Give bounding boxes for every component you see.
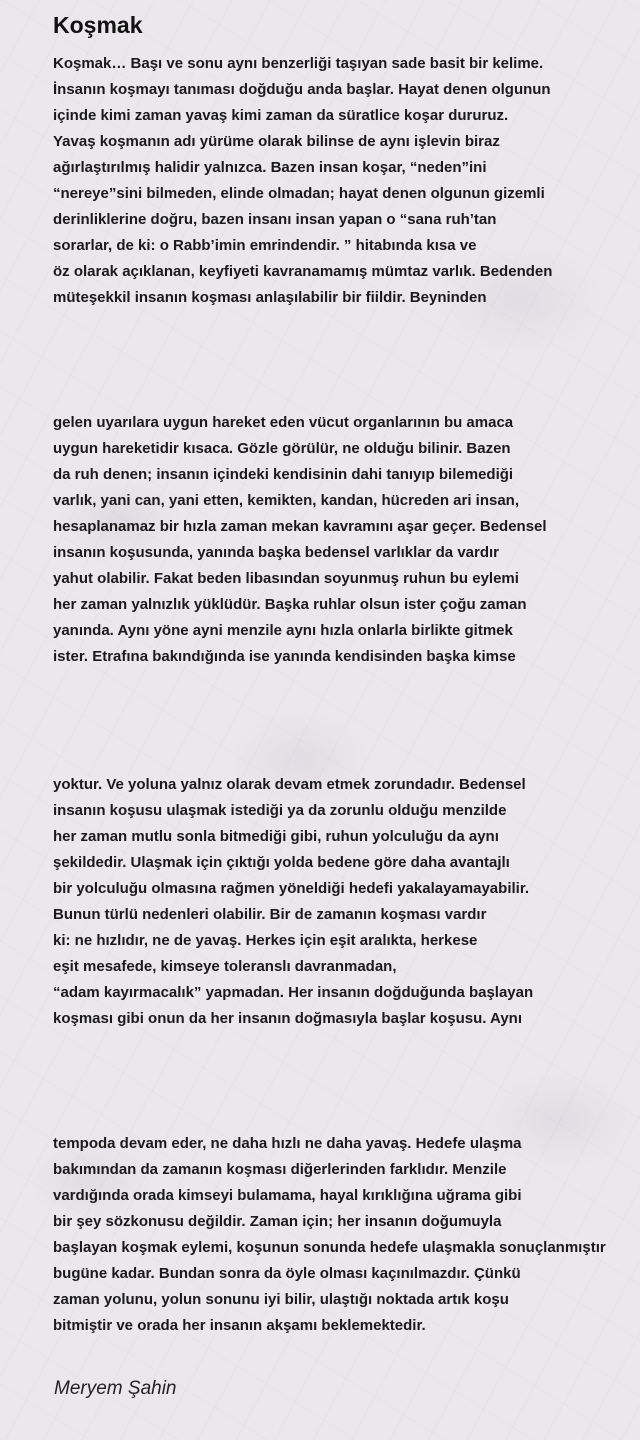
text-line: zaman yolunu, yolun sonunu iyi bilir, ulaştığı noktada artık koşu: [53, 1291, 509, 1308]
text-line: bitmiştir ve orada her insanın akşamı beklemektedir.: [53, 1317, 426, 1334]
text-line: tempoda devam eder, ne daha hızlı ne daha yavaş. Hedefe ulaşma: [53, 1135, 522, 1152]
poem-paragraph-3: [53, 772, 533, 1032]
text-line: uygun hareketidir kısaca. Gözle görülür, ne olduğu bilinir. Bazen: [53, 440, 511, 457]
text-line: yahut olabilir. Fakat beden libasından soyunmuş ruhun bu eylemi: [53, 570, 519, 587]
poem-title: Koşmak: [53, 12, 143, 38]
text-line: da ruh denen; insanın içindeki kendisinin dahi tanıyıp bilemediği: [53, 466, 514, 483]
text-line: her zaman mutlu sonla bitmediği gibi, ruhun yolculuğu da aynı: [53, 828, 499, 845]
text-line: içinde kimi zaman yavaş kimi zaman da süratlice koşar dururuz.: [53, 107, 509, 124]
text-line: ki: ne hızlıdır, ne de yavaş. Herkes için eşit aralıkta, herkese: [53, 932, 478, 949]
text-line: gelen uyarılara uygun hareket eden vücut organlarının bu amaca: [53, 414, 514, 431]
text-line: Yavaş koşmanın adı yürüme olarak bilinse de aynı işlevin biraz: [53, 133, 500, 150]
text-line: Bunun türlü nedenleri olabilir. Bir de zamanın koşması vardır: [53, 906, 487, 923]
poem-paragraph-1: [53, 51, 552, 311]
text-line: varlık, yani can, yani etten, kemikten, kandan, hücreden ari insan,: [53, 492, 520, 509]
author-signature: Meryem Şahin: [54, 1378, 177, 1399]
text-line: insanın koşusu ulaşmak istediği ya da zorunlu olduğu menzilde: [53, 802, 507, 819]
text-line: ağırlaştırılmış halidir yalnızca. Bazen insan koşar, “neden”ini: [53, 159, 487, 176]
poem-paragraph-4: [53, 1131, 606, 1339]
text-line: sorarlar, de ki: o Rabb’imin emrindendir. ” hitabında kısa ve: [53, 237, 477, 254]
text-line: hesaplanamaz bir hızla zaman mekan kavramını aşar geçer. Bedensel: [53, 518, 547, 535]
poem-paragraph-2: [53, 410, 547, 670]
text-line: şekildedir. Ulaşmak için çıktığı yolda bedene göre daha avantajlı: [53, 854, 510, 871]
text-line: insanın koşusunda, yanında başka bedensel varlıklar da vardır: [53, 544, 500, 561]
text-line: bir şey sözkonusu değildir. Zaman için; her insanın doğumuyla: [53, 1213, 502, 1230]
text-line: eşit mesafede, kimseye toleranslı davranmadan,: [53, 958, 397, 975]
text-line: başlayan koşmak eylemi, koşunun sonunda hedefe ulaşmakla sonuçlanmıştır: [53, 1239, 606, 1256]
text-line: koşması gibi onun da her insanın doğmasıyla başlar koşusu. Aynı: [53, 1010, 523, 1027]
text-line: bakımından da zamanın koşması diğerlerinden farklıdır. Menzile: [53, 1161, 507, 1178]
text-line: yoktur. Ve yoluna yalnız olarak devam etmek zorundadır. Bedensel: [53, 776, 526, 793]
text-line: öz olarak açıklanan, keyfiyeti kavranamamış mümtaz varlık. Bedenden: [53, 263, 553, 280]
text-line: “adam kayırmacalık” yapmadan. Her insanın doğduğunda başlayan: [53, 984, 534, 1001]
text-line: bir yolculuğu olmasına rağmen yöneldiği hedefi yakalayamayabilir.: [53, 880, 529, 897]
text-line: vardığında orada kimseyi bulamama, hayal kırıklığına uğrama gibi: [53, 1187, 522, 1204]
text-line: bugüne kadar. Bundan sonra da öyle olması kaçınılmazdır. Çünkü: [53, 1265, 521, 1282]
text-line: ister. Etrafına bakındığında ise yanında kendisinden başka kimse: [53, 648, 516, 665]
text-line: yanında. Aynı yöne ayni menzile aynı hızla onlarla birlikte gitmek: [53, 622, 513, 639]
text-line: İnsanın koşmayı tanıması doğduğu anda başlar. Hayat denen olgunun: [53, 81, 551, 98]
text-line: müteşekkil insanın koşması anlaşılabilir bir fiildir. Beyninden: [53, 289, 487, 306]
text-line: derinliklerine doğru, bazen insanı insan yapan o “sana ruh’tan: [53, 211, 497, 228]
text-line: “nereye”sini bilmeden, elinde olmadan; hayat denen olgunun gizemli: [53, 185, 545, 202]
text-line: her zaman yalnızlık yüklüdür. Başka ruhlar olsun ister çoğu zaman: [53, 596, 527, 613]
text-line: Koşmak… Başı ve sonu aynı benzerliği taşıyan sade basit bir kelime.: [53, 55, 544, 72]
